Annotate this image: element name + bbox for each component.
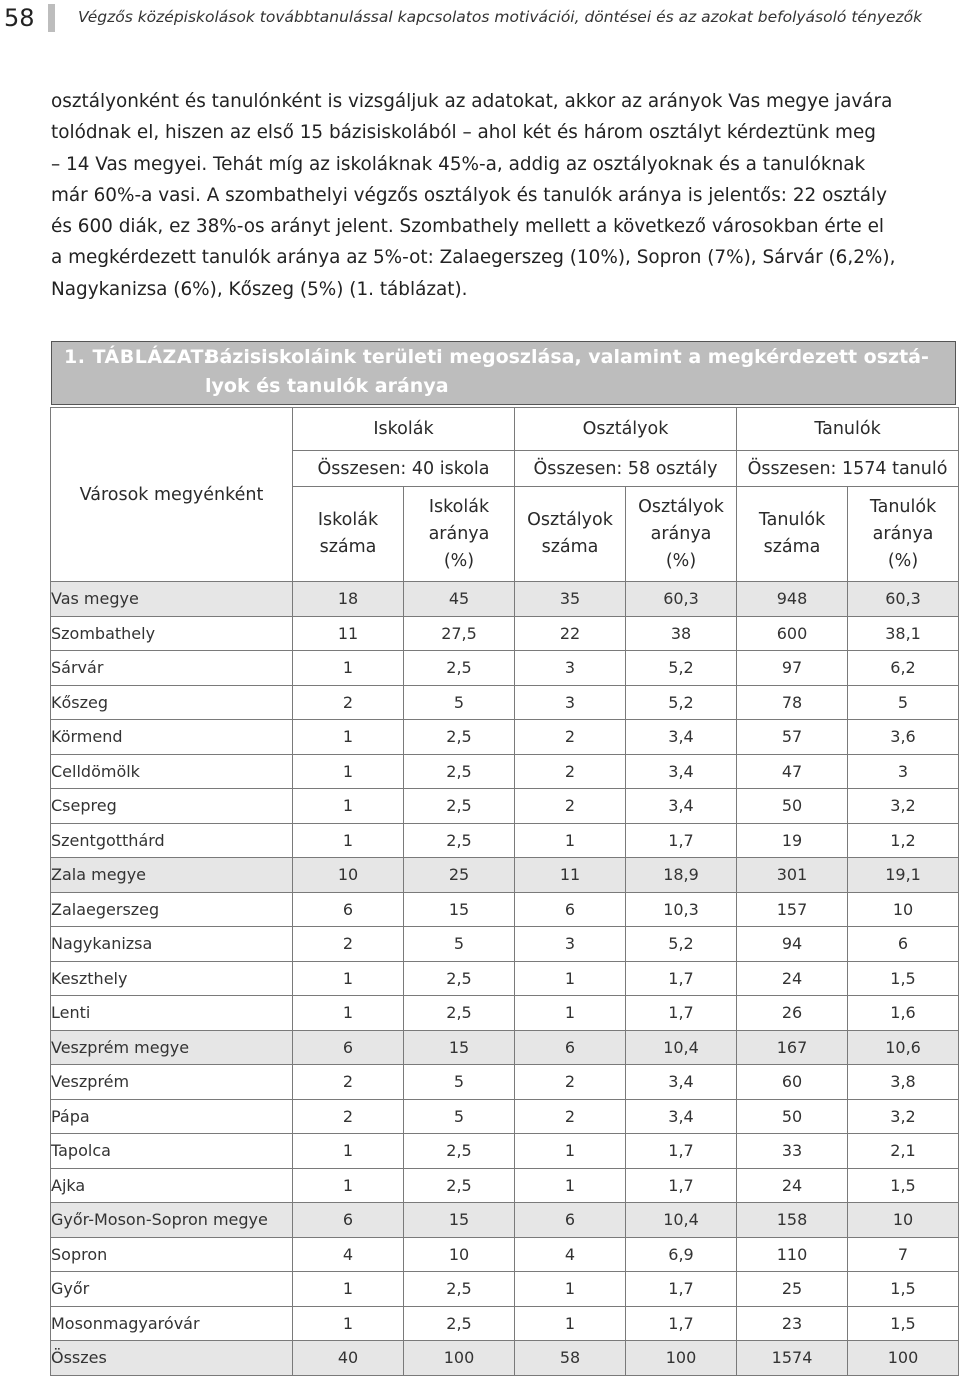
subheader-line: Iskolák	[317, 510, 379, 530]
value-cell: 600	[737, 616, 848, 651]
table-caption-title-line1: Bázisiskoláink területi megoszlása, valamint a megkérdezett osztá-	[205, 346, 929, 368]
city-cell: Csepreg	[51, 789, 293, 824]
city-cell: Lenti	[51, 996, 293, 1031]
value-cell: 18	[293, 582, 404, 617]
city-cell: Pápa	[51, 1099, 293, 1134]
body-paragraph	[51, 86, 960, 305]
city-cell: Tapolca	[51, 1134, 293, 1169]
city-cell: Nagykanizsa	[51, 927, 293, 962]
table-row	[51, 1237, 959, 1272]
value-cell: 33	[737, 1134, 848, 1169]
value-cell: 60	[737, 1065, 848, 1100]
table-row	[51, 823, 959, 858]
value-cell: 3,4	[626, 789, 737, 824]
group-header-classes: Osztályok	[515, 408, 737, 451]
value-cell: 94	[737, 927, 848, 962]
students-count-header	[737, 487, 848, 582]
value-cell: 110	[737, 1237, 848, 1272]
body-line: már 60%-a vasi. A szombathelyi végzős osztályok és tanulók aránya is jelentős: 22 osztály	[51, 184, 888, 206]
value-cell: 50	[737, 1099, 848, 1134]
value-cell: 3,2	[848, 1099, 959, 1134]
value-cell: 10,3	[626, 892, 737, 927]
value-cell: 60,3	[848, 582, 959, 617]
value-cell: 948	[737, 582, 848, 617]
city-cell: Zala megye	[51, 858, 293, 893]
value-cell: 1	[293, 651, 404, 686]
value-cell: 2	[515, 1099, 626, 1134]
value-cell: 10	[848, 1203, 959, 1238]
value-cell: 1,5	[848, 961, 959, 996]
subheader-line: aránya	[428, 523, 490, 544]
value-cell: 3,4	[626, 1065, 737, 1100]
value-cell: 1,7	[626, 1272, 737, 1307]
value-cell: 1,6	[848, 996, 959, 1031]
city-cell: Sopron	[51, 1237, 293, 1272]
value-cell: 2	[515, 754, 626, 789]
table-row	[51, 961, 959, 996]
total-students: Összesen: 1574 tanuló	[737, 451, 959, 487]
body-line: a megkérdezett tanulók aránya az 5%-ot: Zalaegerszeg (10%), Sopron (7%), Sárvár (6,2%),	[51, 247, 896, 269]
table-caption	[51, 341, 956, 405]
group-header-students: Tanulók	[737, 408, 959, 451]
value-cell: 78	[737, 685, 848, 720]
value-cell: 1,7	[626, 1168, 737, 1203]
value-cell: 6	[293, 1203, 404, 1238]
city-cell: Kőszeg	[51, 685, 293, 720]
table-row	[51, 858, 959, 893]
value-cell: 1	[515, 1168, 626, 1203]
value-cell: 1	[515, 1306, 626, 1341]
value-cell: 1	[515, 823, 626, 858]
body-line: és 600 diák, ez 38%-os arányt jelent. Szombathely mellett a következő városokban érte el	[51, 216, 885, 238]
value-cell: 1	[293, 1272, 404, 1307]
table-row	[51, 1168, 959, 1203]
city-cell: Veszprém	[51, 1065, 293, 1100]
value-cell: 11	[293, 616, 404, 651]
value-cell: 2	[293, 685, 404, 720]
value-cell: 19	[737, 823, 848, 858]
value-cell: 1,7	[626, 961, 737, 996]
table-row	[51, 1099, 959, 1134]
city-cell: Keszthely	[51, 961, 293, 996]
value-cell: 57	[737, 720, 848, 755]
value-cell: 1,2	[848, 823, 959, 858]
table-row	[51, 1134, 959, 1169]
table-row	[51, 1065, 959, 1100]
value-cell: 1,7	[626, 1134, 737, 1169]
subheader-line: Tanulók	[869, 496, 937, 517]
value-cell: 1,7	[626, 996, 737, 1031]
students-ratio-header	[848, 487, 959, 582]
value-cell: 25	[737, 1272, 848, 1307]
value-cell: 2,5	[404, 1306, 515, 1341]
value-cell: 6	[515, 1203, 626, 1238]
city-cell: Vas megye	[51, 582, 293, 617]
value-cell: 1,5	[848, 1306, 959, 1341]
value-cell: 1	[293, 789, 404, 824]
schools-count-header	[293, 487, 404, 582]
body-line: tolódnak el, hiszen az első 15 bázisiskolából – ahol két és három osztályt kérdeztünk meg	[51, 122, 876, 144]
value-cell: 5,2	[626, 927, 737, 962]
value-cell: 1,5	[848, 1272, 959, 1307]
value-cell: 2	[293, 1065, 404, 1100]
value-cell: 19,1	[848, 858, 959, 893]
subheader-line: aránya	[872, 523, 934, 544]
value-cell: 1	[515, 1272, 626, 1307]
value-cell: 18,9	[626, 858, 737, 893]
value-cell: 2,5	[404, 789, 515, 824]
value-cell: 2,5	[404, 961, 515, 996]
subheader-line: (%)	[665, 550, 697, 571]
value-cell: 3,8	[848, 1065, 959, 1100]
city-column-header: Városok megyénként	[51, 408, 293, 582]
table-row	[51, 651, 959, 686]
value-cell: 2,1	[848, 1134, 959, 1169]
value-cell: 6	[293, 1030, 404, 1065]
table-body	[51, 408, 959, 1376]
value-cell: 1	[293, 1134, 404, 1169]
value-cell: 1,7	[626, 823, 737, 858]
value-cell: 40	[293, 1341, 404, 1376]
value-cell: 6	[515, 1030, 626, 1065]
value-cell: 4	[293, 1237, 404, 1272]
total-classes: Összesen: 58 osztály	[515, 451, 737, 487]
value-cell: 23	[737, 1306, 848, 1341]
value-cell: 24	[737, 1168, 848, 1203]
data-table	[50, 407, 959, 1376]
value-cell: 1	[293, 1306, 404, 1341]
value-cell: 97	[737, 651, 848, 686]
table-row	[51, 1203, 959, 1238]
subheader-line: Tanulók	[758, 510, 826, 530]
subheader-line: Osztályok	[638, 496, 724, 517]
table-caption-number: 1. TÁBLÁZAT:	[64, 346, 212, 368]
value-cell: 100	[626, 1341, 737, 1376]
city-cell: Győr	[51, 1272, 293, 1307]
value-cell: 1	[515, 1134, 626, 1169]
value-cell: 6	[848, 927, 959, 962]
value-cell: 1	[293, 961, 404, 996]
schools-ratio-header	[404, 487, 515, 582]
value-cell: 1	[293, 823, 404, 858]
value-cell: 7	[848, 1237, 959, 1272]
value-cell: 3	[515, 927, 626, 962]
value-cell: 1,5	[848, 1168, 959, 1203]
subheader-line: Iskolák	[428, 496, 490, 517]
value-cell: 5	[404, 685, 515, 720]
value-cell: 47	[737, 754, 848, 789]
value-cell: 3	[848, 754, 959, 789]
value-cell: 50	[737, 789, 848, 824]
value-cell: 2	[515, 1065, 626, 1100]
value-cell: 10,6	[848, 1030, 959, 1065]
value-cell: 22	[515, 616, 626, 651]
value-cell: 100	[848, 1341, 959, 1376]
body-line: osztályonként és tanulónként is vizsgáljuk az adatokat, akkor az arányok Vas megye javára	[51, 91, 893, 112]
city-cell: Sárvár	[51, 651, 293, 686]
group-header-schools: Iskolák	[293, 408, 515, 451]
value-cell: 3	[515, 685, 626, 720]
table-row	[51, 789, 959, 824]
value-cell: 3,4	[626, 720, 737, 755]
value-cell: 2,5	[404, 1272, 515, 1307]
value-cell: 1	[515, 961, 626, 996]
classes-count-header	[515, 487, 626, 582]
value-cell: 2,5	[404, 720, 515, 755]
value-cell: 10,4	[626, 1030, 737, 1065]
value-cell: 2,5	[404, 1134, 515, 1169]
value-cell: 1	[293, 1168, 404, 1203]
page-number: 58	[4, 4, 35, 32]
city-cell: Összes	[51, 1341, 293, 1376]
table-row	[51, 685, 959, 720]
city-cell: Győr-Moson-Sopron megye	[51, 1203, 293, 1238]
city-cell: Celldömölk	[51, 754, 293, 789]
value-cell: 5,2	[626, 685, 737, 720]
value-cell: 38	[626, 616, 737, 651]
value-cell: 100	[404, 1341, 515, 1376]
value-cell: 1	[515, 996, 626, 1031]
value-cell: 5	[404, 1099, 515, 1134]
value-cell: 11	[515, 858, 626, 893]
value-cell: 10	[848, 892, 959, 927]
table-row	[51, 616, 959, 651]
city-cell: Zalaegerszeg	[51, 892, 293, 927]
table-row	[51, 1272, 959, 1307]
value-cell: 157	[737, 892, 848, 927]
page-header	[0, 0, 960, 40]
table-row	[51, 1341, 959, 1376]
running-title: Végzős középiskolások továbbtanulással kapcsolatos motivációi, döntései és az azokat befolyásoló tényezők	[78, 8, 923, 26]
value-cell: 15	[404, 1203, 515, 1238]
value-cell: 4	[515, 1237, 626, 1272]
value-cell: 6	[515, 892, 626, 927]
table-caption-title-line2: lyok és tanulók aránya	[205, 375, 449, 397]
value-cell: 1	[293, 754, 404, 789]
value-cell: 27,5	[404, 616, 515, 651]
value-cell: 158	[737, 1203, 848, 1238]
value-cell: 1,7	[626, 1306, 737, 1341]
value-cell: 2	[293, 927, 404, 962]
value-cell: 2,5	[404, 823, 515, 858]
table-row	[51, 754, 959, 789]
city-cell: Szentgotthárd	[51, 823, 293, 858]
table-row	[51, 1030, 959, 1065]
table-row	[51, 582, 959, 617]
table-row	[51, 892, 959, 927]
value-cell: 58	[515, 1341, 626, 1376]
value-cell: 1	[293, 720, 404, 755]
classes-ratio-header	[626, 487, 737, 582]
city-cell: Ajka	[51, 1168, 293, 1203]
value-cell: 167	[737, 1030, 848, 1065]
value-cell: 35	[515, 582, 626, 617]
value-cell: 2	[515, 720, 626, 755]
subheader-line: (%)	[887, 550, 919, 571]
value-cell: 5	[404, 1065, 515, 1100]
value-cell: 301	[737, 858, 848, 893]
value-cell: 3,6	[848, 720, 959, 755]
value-cell: 3	[515, 651, 626, 686]
header-divider-bar	[48, 4, 55, 32]
table-row	[51, 1306, 959, 1341]
value-cell: 2,5	[404, 651, 515, 686]
value-cell: 5,2	[626, 651, 737, 686]
body-line: Nagykanizsa (6%), Kőszeg (5%) (1. táblázat).	[51, 278, 468, 300]
city-cell: Körmend	[51, 720, 293, 755]
value-cell: 25	[404, 858, 515, 893]
value-cell: 2	[515, 789, 626, 824]
city-cell: Mosonmagyaróvár	[51, 1306, 293, 1341]
total-schools: Összesen: 40 iskola	[293, 451, 515, 487]
table-row	[51, 927, 959, 962]
value-cell: 2	[293, 1099, 404, 1134]
value-cell: 38,1	[848, 616, 959, 651]
table-row	[51, 720, 959, 755]
table-header-row	[51, 408, 959, 451]
value-cell: 5	[848, 685, 959, 720]
value-cell: 3,4	[626, 754, 737, 789]
value-cell: 10	[293, 858, 404, 893]
value-cell: 1574	[737, 1341, 848, 1376]
value-cell: 2,5	[404, 1168, 515, 1203]
value-cell: 5	[404, 927, 515, 962]
value-cell: 2,5	[404, 996, 515, 1031]
value-cell: 26	[737, 996, 848, 1031]
city-cell: Veszprém megye	[51, 1030, 293, 1065]
table-row	[51, 996, 959, 1031]
subheader-line: száma	[763, 537, 821, 557]
value-cell: 3,4	[626, 1099, 737, 1134]
subheader-line: aránya	[650, 523, 712, 544]
value-cell: 3,2	[848, 789, 959, 824]
city-cell: Szombathely	[51, 616, 293, 651]
subheader-line: száma	[541, 537, 599, 557]
value-cell: 6	[293, 892, 404, 927]
subheader-line: Osztályok	[527, 510, 613, 530]
subheader-line: száma	[319, 537, 377, 557]
value-cell: 60,3	[626, 582, 737, 617]
value-cell: 6,2	[848, 651, 959, 686]
value-cell: 10	[404, 1237, 515, 1272]
value-cell: 45	[404, 582, 515, 617]
value-cell: 15	[404, 892, 515, 927]
value-cell: 24	[737, 961, 848, 996]
value-cell: 15	[404, 1030, 515, 1065]
body-line: – 14 Vas megyei. Tehát míg az iskoláknak 45%-a, addig az osztályoknak és a tanulóknak	[51, 153, 866, 175]
value-cell: 2,5	[404, 754, 515, 789]
value-cell: 1	[293, 996, 404, 1031]
value-cell: 10,4	[626, 1203, 737, 1238]
subheader-line: (%)	[443, 550, 475, 571]
value-cell: 6,9	[626, 1237, 737, 1272]
